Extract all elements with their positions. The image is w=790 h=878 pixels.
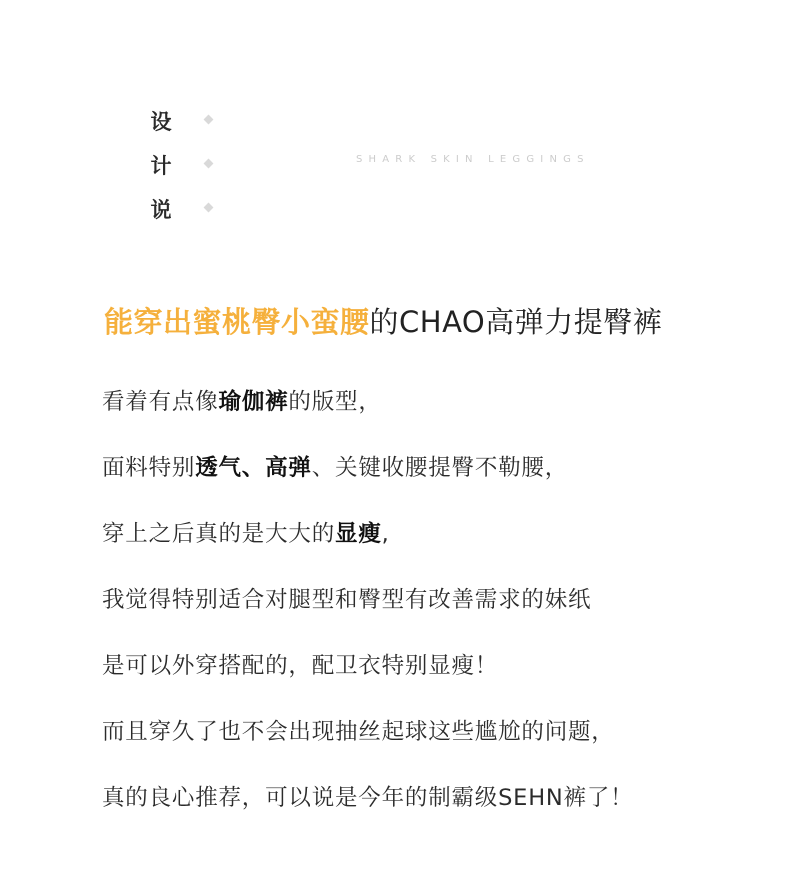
- diamond-bullet-icon: [204, 203, 214, 213]
- body-bold-text: 显瘦: [335, 521, 382, 547]
- body-bold-text: 瑜伽裤: [218, 389, 289, 415]
- description-body: [102, 378, 633, 840]
- body-text: 的版型，: [288, 389, 382, 415]
- body-line: [102, 708, 633, 774]
- body-text: ,: [381, 521, 390, 547]
- diamond-bullet-icon: [204, 115, 214, 125]
- headline: [104, 302, 662, 342]
- body-line: [102, 378, 633, 444]
- body-text: 我觉得特别适合对腿型和臀型有改善需求的妹纸: [102, 587, 592, 613]
- body-line: [102, 444, 633, 510]
- headline-accent: 能穿出蜜桃臀小蛮腰: [104, 305, 370, 339]
- body-line: [102, 576, 633, 642]
- body-text: 、关键收腰提臀不勒腰，: [311, 455, 569, 481]
- body-text: 真的良心推荐，可以说是今年的制霸级SEHN裤了！: [102, 785, 634, 811]
- design-label-row: [148, 144, 228, 188]
- design-label-char: 说: [150, 198, 172, 222]
- body-bold-text: 透气、高弹: [195, 455, 312, 481]
- body-text: 看着有点像: [102, 389, 219, 415]
- diamond-bullet-icon: [204, 159, 214, 169]
- headline-rest: 的CHAO高弹力提臀裤: [369, 305, 663, 339]
- body-text: 而且穿久了也不会出现抽丝起球这些尴尬的问题，: [102, 719, 615, 745]
- design-label-char: 设: [150, 110, 172, 134]
- body-text: 穿上之后真的是大大的: [102, 521, 336, 547]
- design-label-char: 计: [150, 154, 172, 178]
- body-text: 面料特别: [102, 455, 196, 481]
- design-label-row: [148, 100, 228, 144]
- design-notes-label: [148, 100, 228, 232]
- subtitle: SHARK SKIN LEGGINGS: [356, 154, 590, 165]
- body-line: [102, 774, 633, 840]
- body-line: [102, 510, 633, 576]
- body-text: 是可以外穿搭配的，配卫衣特别显瘦！: [102, 653, 499, 679]
- design-label-row: [148, 188, 228, 232]
- body-line: [102, 642, 633, 708]
